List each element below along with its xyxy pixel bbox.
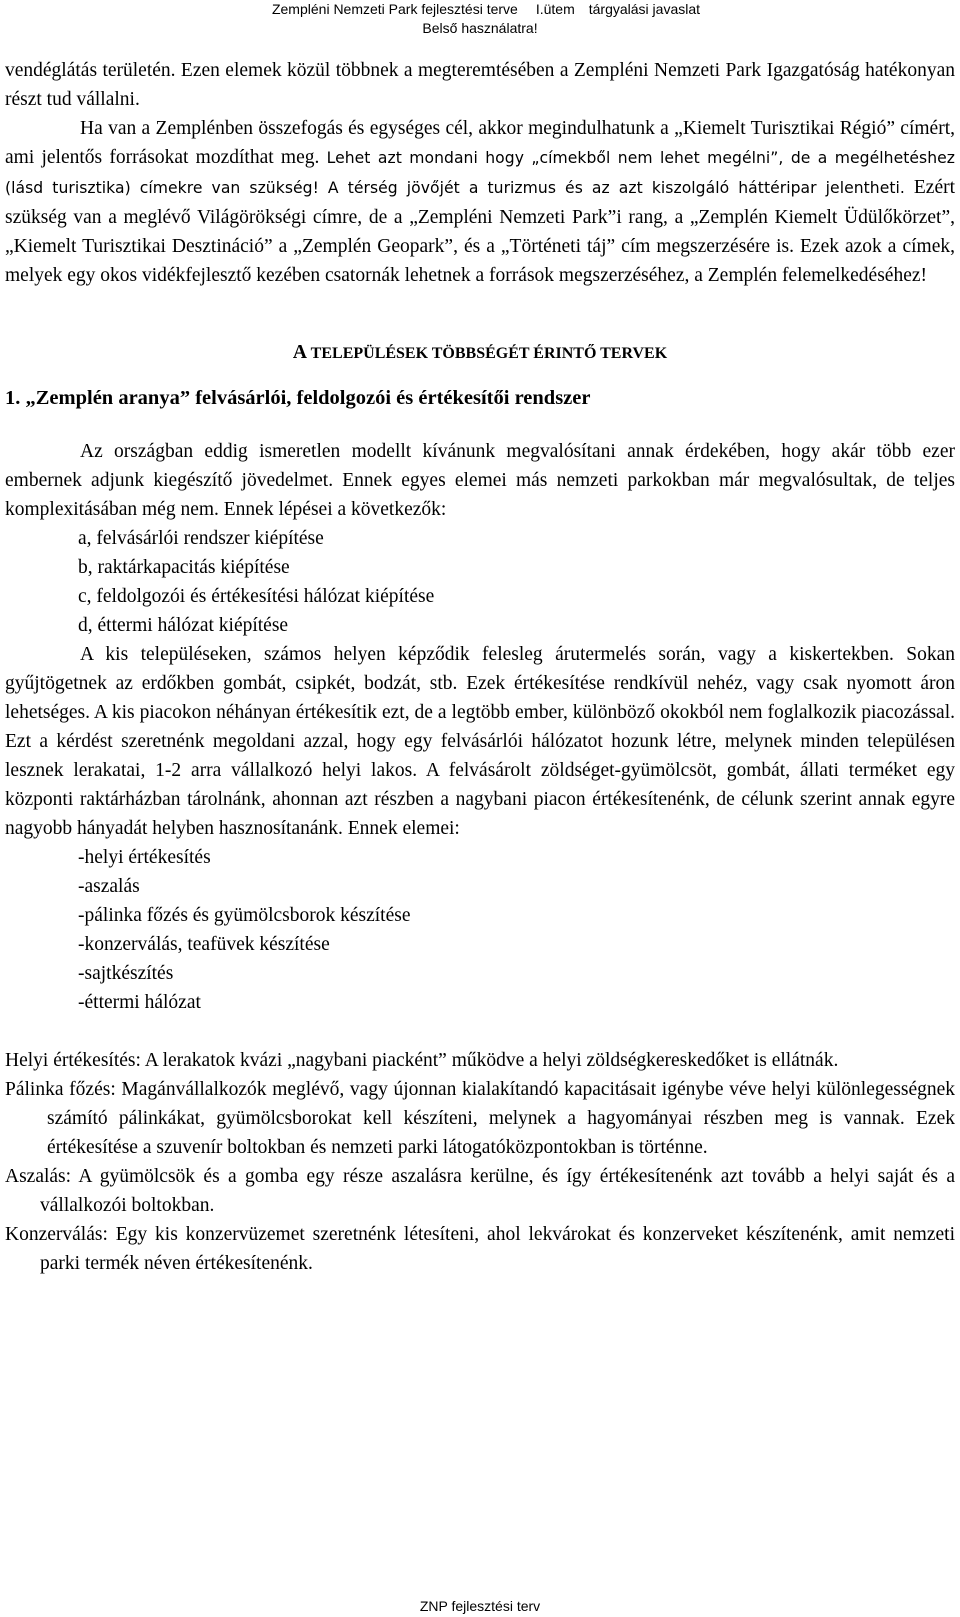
intro-paragraph-2-c: Ezért szükség van a meglévő Világörökségi címre, de a „Zempléni Nemzeti Park”i rang, a „Zemplén Kiemelt Üdülőkörzet”, „Kiemelt Turisztikai Desztináció” a „Zemplén Geopark”, és a „Történeti táj” cím megszerzésére is. Ezek azok a címek, melyek egy okos vidékfejlesztő kezében csatornák lehetnek a források megszerzéséhez, a Zemplén felemelkedéséhez! (5, 177, 956, 286)
section-title-rest: TELEPÜLÉSEK TÖBBSÉGÉT ÉRINTŐ TERVEK (310, 345, 668, 362)
intro-paragraph-2-b: Lehet azt mondani hogy „címekből nem lehet megélni”, de a megélhetéshez (lásd turisztika) címekre van szükség! A térség jövőjét a turizmus és az azt kiszolgáló háttéripar jelentheti. (5, 149, 956, 197)
page-footer: ZNP fejlesztési terv (419, 1598, 541, 1614)
list-item: -helyi értékesítés (78, 847, 211, 868)
item-1-heading: 1. „Zemplén aranya” felvásárlói, feldolgozói és értékesítői rendszer (5, 387, 591, 409)
item-1-paragraph-1: Az országban eddig ismeretlen modellt kívánunk megvalósítani annak érdekében, hogy akár több ezer embernek adjunk kiegészítő jövedelmet. Ennek egyes elemei más nemzeti parkokban már megvalósultak, de teljes komplexitásában még nem. Ennek lépései a következők: (5, 441, 955, 520)
document-body (5, 56, 955, 1278)
header-internal-note: Belső használatra! (422, 20, 538, 36)
definition-helyi-ertekesites: Helyi értékesítés: A lerakatok kvázi „nagybani piacként” működve a helyi zöldségkereskedőket is ellátnák. (5, 1050, 839, 1071)
elements-list (5, 843, 955, 1017)
list-item: -pálinka főzés és gyümölcsborok készítése (78, 905, 411, 926)
list-item: d, éttermi hálózat kiépítése (78, 615, 289, 636)
definition-aszalas: Aszalás: A gyümölcsök és a gomba egy része aszalásra kerülne, és így értékesítenénk azt tovább a helyi saját és a vállalkozói boltokban. (5, 1166, 955, 1216)
intro-paragraph-1: vendéglátás területén. Ezen elemek közül többnek a megteremtésében a Zempléni Nemzeti Park Igazgatóság hatékonyan részt tud vállalni. (5, 60, 955, 110)
definition-palinka-fozes: Pálinka főzés: Magánvállalkozók meglévő, vagy újonnan kialakítandó kapacitásait igénybe véve helyi különlegességnek számító pálinkákat, gyümölcsborokat kell készíteni, melynek a hagyományai részben meg is vannak. Ezek értékesítése a szuvenír boltokban és nemzeti parki látogatóközpontokban is történne. (5, 1079, 955, 1158)
section-title (5, 338, 955, 368)
spacer (5, 1017, 955, 1046)
list-item: -éttermi hálózat (78, 992, 201, 1013)
header-title: Zempléni Nemzeti Park fejlesztési terve (271, 1, 518, 17)
intro-paragraph-2 (5, 114, 955, 290)
list-item: a, felvásárlói rendszer kiépítése (78, 528, 324, 549)
page-header (0, 0, 960, 38)
section-title-first: A (292, 342, 307, 363)
list-item: c, feldolgozói és értékesítési hálózat kiépítése (78, 586, 435, 607)
intro-paragraph-2-a: Ha van a Zemplénben összefogás és egységes cél, akkor megindulhatunk a „Kiemelt Turisztikai Régió” címért, ami jelentős forrásokat mozdíthat meg. (5, 118, 955, 168)
header-phase: I.ütem (535, 1, 575, 17)
list-item: -sajtkészítés (78, 963, 174, 984)
list-item: -konzerválás, teafüvek készítése (78, 934, 330, 955)
item-1-paragraph-2: A kis településeken, számos helyen képződik felesleg árutermelés során, vagy a kiskertekben. Sokan gyűjtögetnek az erdőkben gombát, csipkét, bodzát, stb. Ezek értékesítése rendkívül nehéz, vagy csak nyomott áron lehetséges. A kis piacokon néhányan értékesítik ezt, de a legtöbb ember, különböző okokból nem foglalkozik piacozással. Ezt a kérdést szeretnénk megoldani azzal, hogy egy felvásárlói hálózatot hozunk létre, melynek minden településen lesznek lerakatai, 1-2 arra vállalkozó helyi lakos. A felvásárolt zöldséget-gyümölcsöt, gombát, állati terméket egy központi raktárházban tárolnánk, ahonnan azt részben a nagybani piacon értékesítenénk, de célunk szerint annak egyre nagyobb hányadát helyben hasznosítanánk. Ennek elemei: (5, 644, 955, 839)
header-status: tárgyalási javaslat (588, 1, 701, 17)
steps-list (5, 524, 955, 640)
list-item: -aszalás (78, 876, 140, 897)
header-line (0, 0, 960, 19)
list-item: b, raktárkapacitás kiépítése (78, 557, 290, 578)
definition-konzervalas: Konzerválás: Egy kis konzervüzemet szeretnénk létesíteni, ahol lekvárokat és konzerveket készítenénk, amit nemzeti parki termék néven értékesítenénk. (5, 1224, 955, 1274)
